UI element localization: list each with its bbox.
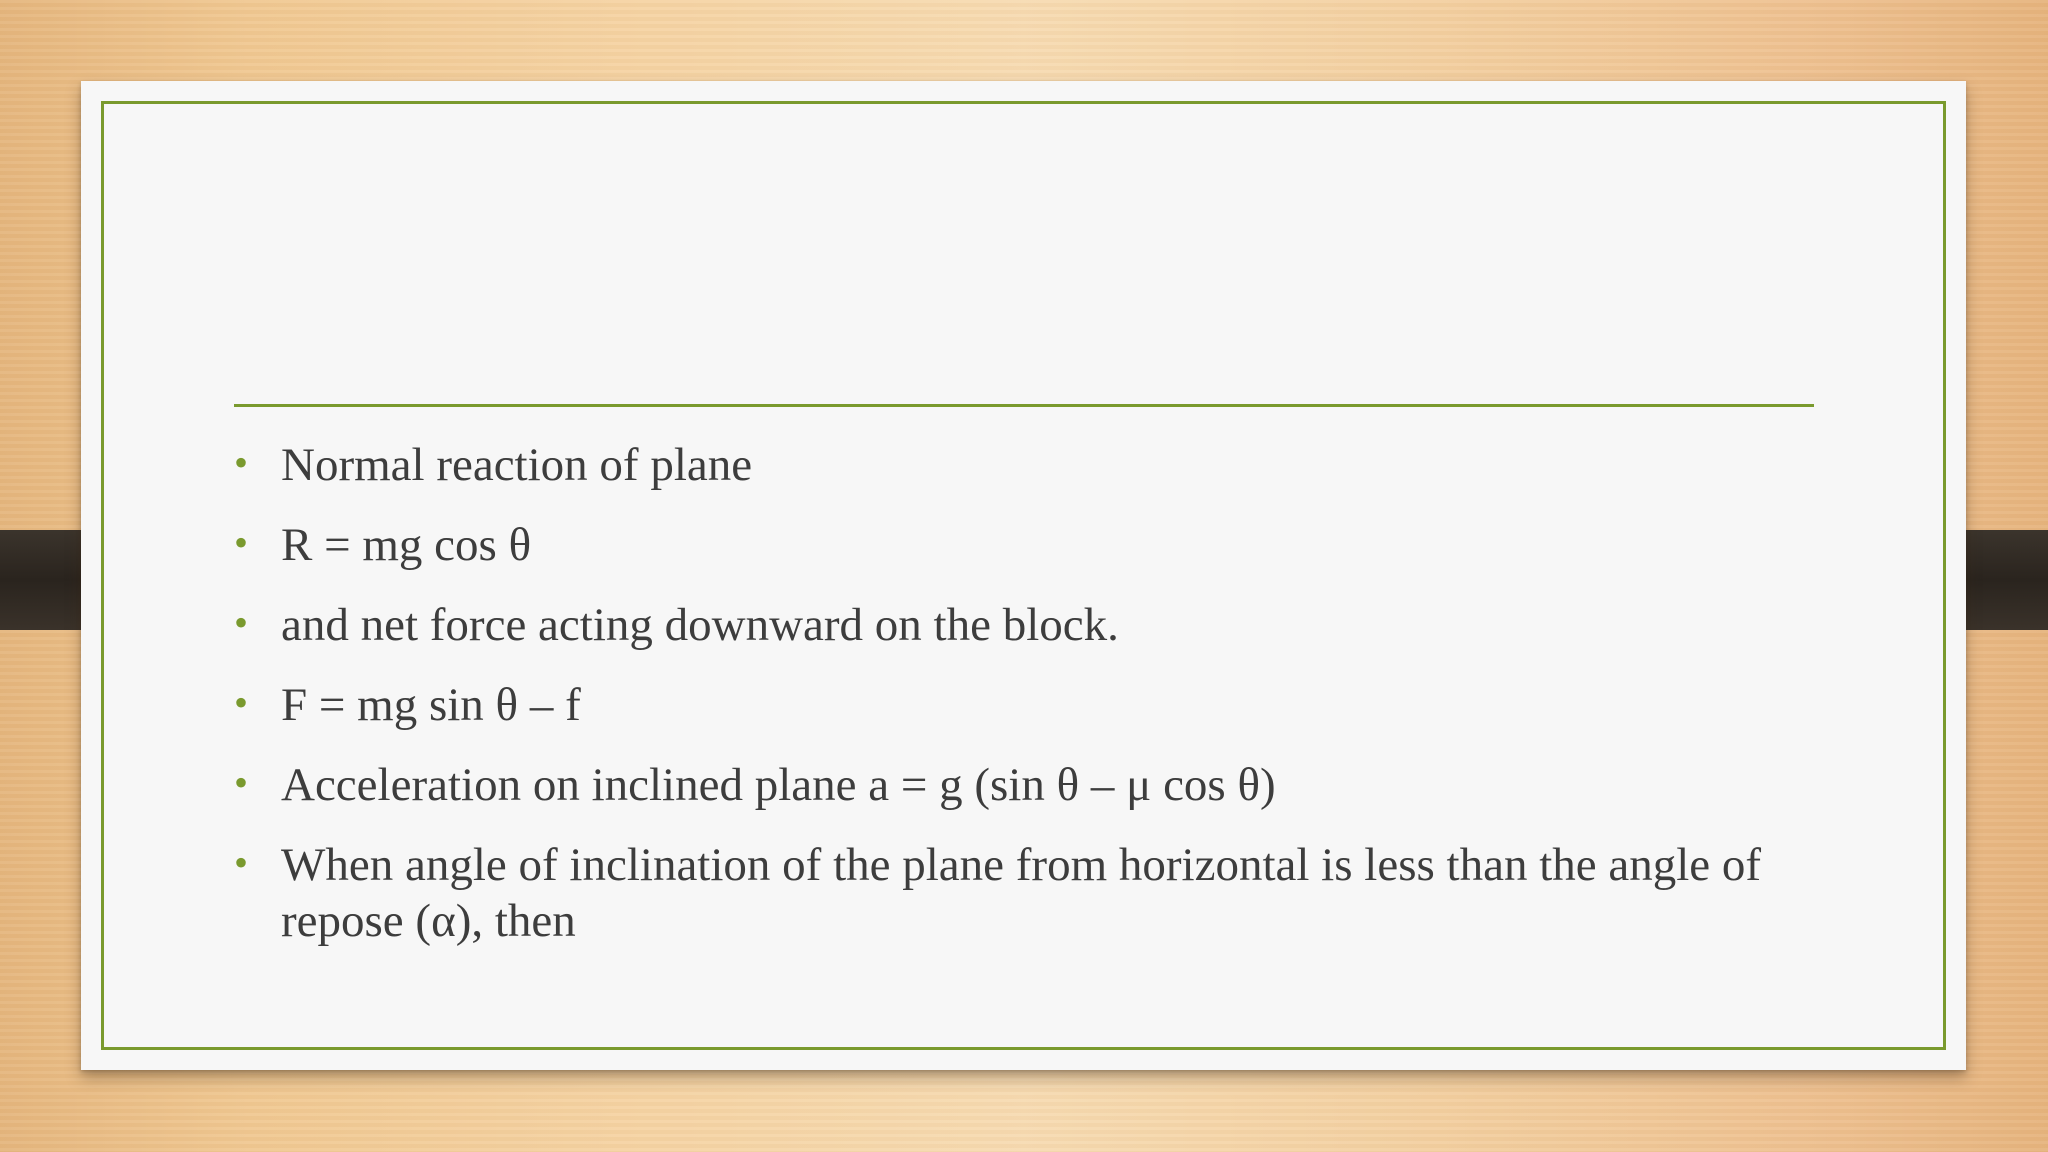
bullet-dot-icon: •: [234, 840, 249, 885]
bullet-item: [234, 437, 1854, 493]
bullet-text: R = mg cos θ: [281, 519, 532, 571]
bullet-dot-icon: •: [234, 520, 249, 565]
bullet-text: When angle of inclination of the plane from horizontal is less than the angle of repose (α), then: [281, 839, 1762, 947]
bullet-dot-icon: •: [234, 680, 249, 725]
bullet-dot-icon: •: [234, 600, 249, 645]
bullet-dot-icon: •: [234, 440, 249, 485]
title-divider: [234, 404, 1814, 407]
bullet-list: [234, 437, 1854, 973]
bullet-text: and net force acting downward on the block.: [281, 599, 1119, 651]
bullet-dot-icon: •: [234, 760, 249, 805]
bullet-item: [234, 677, 1854, 733]
bullet-item: [234, 517, 1854, 573]
bullet-text: Normal reaction of plane: [281, 439, 753, 491]
bullet-item: [234, 757, 1854, 813]
bullet-text: F = mg sin θ – f: [281, 679, 581, 731]
bullet-text: Acceleration on inclined plane a = g (sin θ – μ cos θ): [281, 759, 1276, 811]
slide: [81, 81, 1966, 1070]
bullet-item: [234, 597, 1854, 653]
bullet-item: [234, 837, 1854, 949]
